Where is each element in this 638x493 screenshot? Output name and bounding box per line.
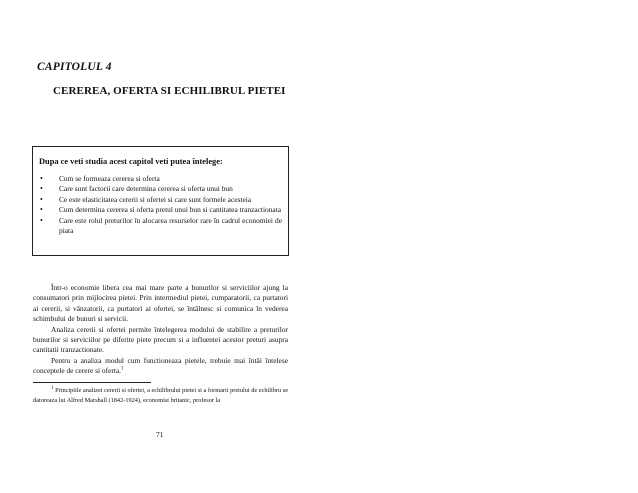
learning-objectives-box: [32, 146, 289, 256]
body-paragraph-2: Analiza cererii si ofertei permite întelegerea modului de stabilire a preturilor bunurilor si serviciilor pe diferite piete precum si a influentei acestor preturi asupra cantitatii tranzactionate.: [33, 324, 288, 355]
objective-text: Care sunt factorii care determina cererea si oferta unui bun: [59, 184, 233, 194]
objective-item: [39, 174, 282, 184]
body-paragraph-3: [33, 356, 288, 377]
bullet-icon: •: [40, 184, 43, 194]
objective-text: Cum determina cererea si oferta pretul unui bun si cantitatea tranzactionata: [59, 205, 282, 215]
bullet-icon: •: [40, 174, 43, 183]
page-number: 71: [156, 430, 164, 439]
objective-item: [39, 205, 282, 215]
chapter-label: CAPITOLUL 4: [37, 61, 112, 73]
chapter-title: CEREREA, OFERTA SI ECHILIBRUL PIETEI: [53, 85, 286, 97]
objective-text: Ce este elasticitatea cererii si ofertei si care sunt formele acesteia: [59, 194, 252, 204]
footnote-reference: 1: [121, 366, 124, 372]
objective-text: Care este rolul preturilor în alocarea resurselor rare în cadrul economiei de piata: [59, 215, 282, 236]
body-paragraph-3-text: Pentru a analiza modul cum functioneaza pietele, trebuie mai întâi întelese conceptele de cerere si oferta.: [33, 355, 288, 376]
objective-text: Cum se formeaza cererea si oferta: [59, 174, 160, 183]
footnote-divider: [33, 382, 151, 383]
objective-item: [39, 216, 282, 237]
objective-item: [39, 184, 282, 194]
objectives-heading: Dupa ce veti studia acest capitol veti putea întelege:: [39, 157, 223, 166]
footnote-text: Principiile analizei cererii si ofertei, a echilibrului pietei si a formarii pretului de echilibru se datoreaza lui Alfred Marshall (1842-1924), economist britanic, profesor la: [33, 387, 288, 404]
objectives-list: [39, 174, 282, 236]
objective-item: [39, 195, 282, 205]
footnote-number: 1: [51, 385, 54, 391]
footnote: [33, 386, 288, 406]
bullet-icon: •: [40, 215, 43, 225]
body-paragraph-1: Într-o economie libera cea mai mare parte a bunurilor si serviciilor ajung la consumatori prin mijlocirea pietei. Prin intermediul pietei, cumparatorii, ca purtatori ai cererii, si vânzatorii, ca purtatori ai ofertei, se întâlnesc si comunica în vederea schimbului de bunuri si servicii.: [33, 283, 288, 324]
bullet-icon: •: [40, 205, 43, 215]
body-text: [33, 283, 288, 377]
bullet-icon: •: [40, 194, 43, 204]
